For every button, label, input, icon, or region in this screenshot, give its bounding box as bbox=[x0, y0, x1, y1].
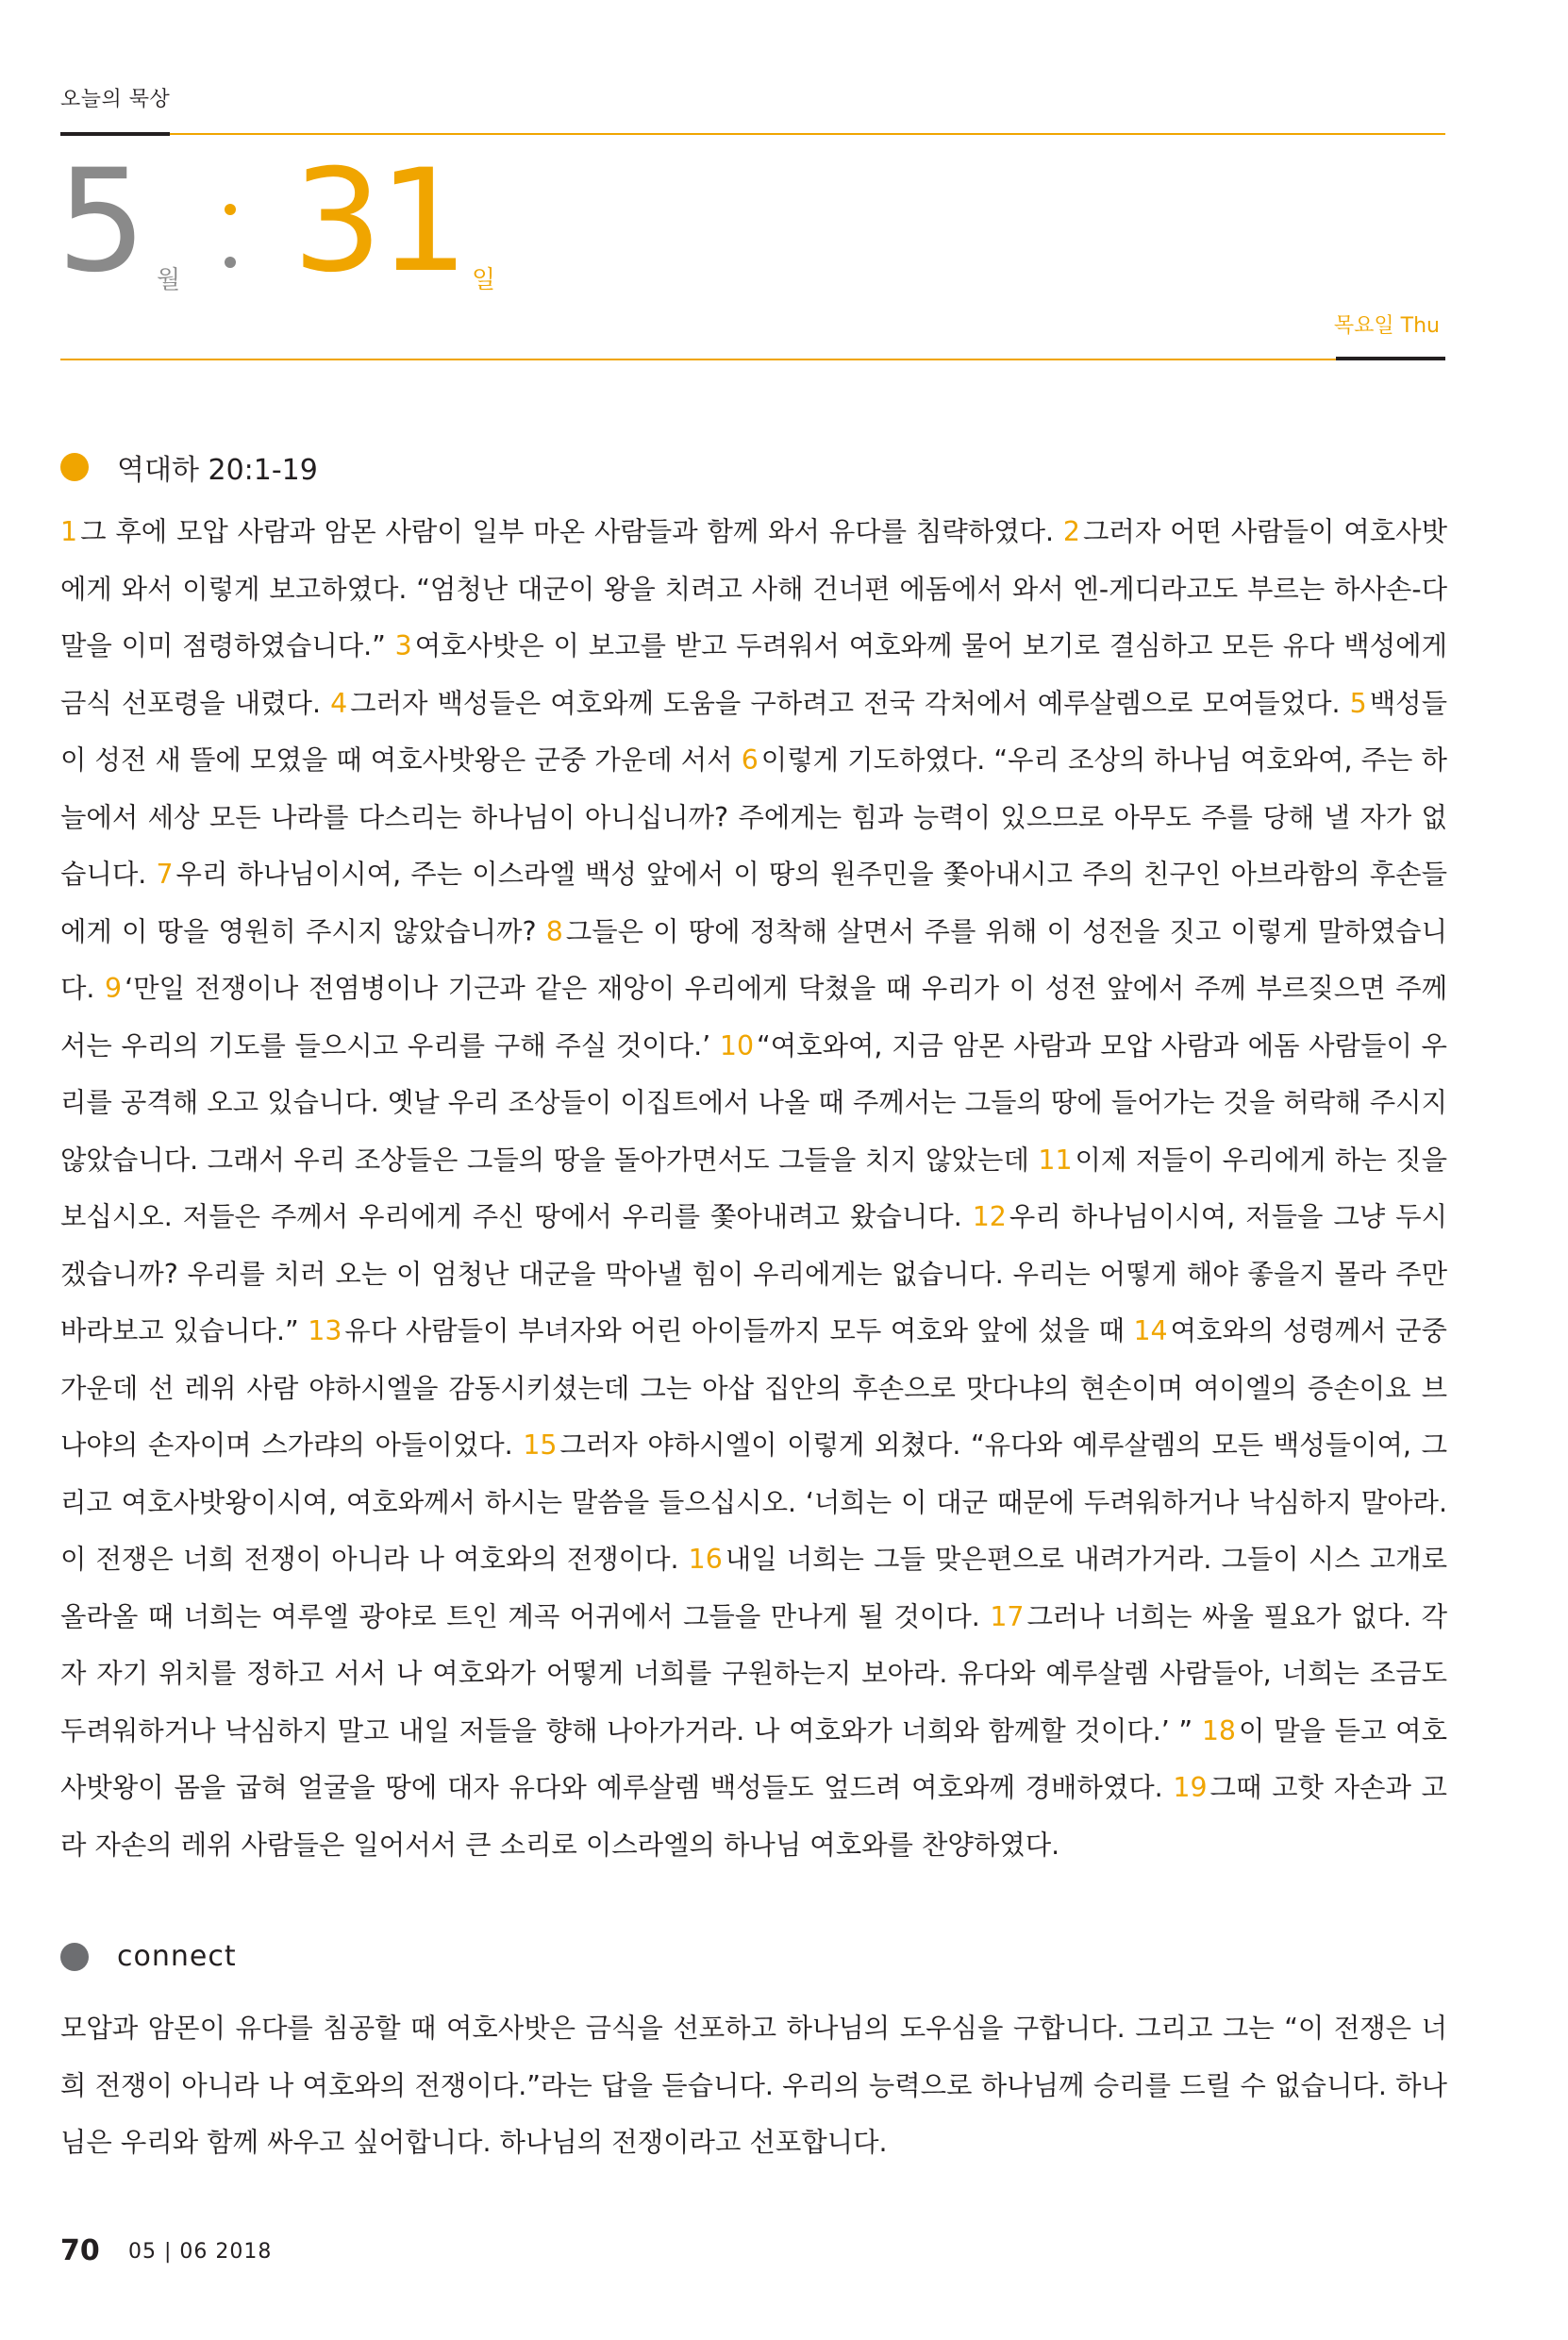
connect-title: connect bbox=[117, 1940, 237, 1973]
verse-text: 그러자 백성들은 여호와께 도움을 구하려고 전국 각처에서 예루살렘으로 모여들었다. bbox=[350, 687, 1341, 719]
verse-text: 우리 하나님이시여, 주는 이스라엘 백성 앞에서 이 땅의 원주민을 쫓아내시고 주의 친구인 아브라함의 후손들에게 이 땅을 영원히 주시지 않았습니까? bbox=[60, 859, 1447, 947]
verse-number: 4 bbox=[330, 687, 348, 719]
verse-text: 여호사밧은 이 보고를 받고 두려워서 여호와께 물어 보기로 결심하고 모든 유다 백성에게 금식 선포령을 내렸다. bbox=[60, 630, 1447, 719]
section-label: 오늘의 묵상 bbox=[60, 88, 171, 111]
verse-number: 3 bbox=[394, 630, 412, 661]
verse-number: 5 bbox=[1349, 687, 1367, 719]
verse-text: 이렇게 기도하였다. “우리 조상의 하나님 여호와여, 주는 하늘에서 세상 모든 나라를 다스리는 하나님이 아니십니까? 주에게는 힘과 능력이 있으므로 아무도 주를 당해 낼 자가 없습니다. bbox=[60, 744, 1447, 890]
verse-number: 8 bbox=[545, 915, 563, 947]
verse-text: 이제 저들이 우리에게 하는 짓을 보십시오. 저들은 주께서 우리에게 주신 땅에서 우리를 쫓아내려고 왔습니다. bbox=[60, 1144, 1447, 1232]
verse-text: 백성들이 성전 새 뜰에 모였을 때 여호사밧왕은 군중 가운데 서서 bbox=[60, 687, 1448, 776]
day-number: 31 bbox=[292, 140, 465, 304]
verse-text: 내일 너희는 그들 맞은편으로 내려가거라. 그들이 시스 고개로 올라올 때 너희는 여루엘 광야로 트인 계곡 어귀에서 그들을 만나게 될 것이다. bbox=[60, 1544, 1447, 1632]
connect-heading bbox=[60, 1940, 237, 1973]
verse-text: 여호와의 성령께서 군중 가운데 선 레위 사람 야하시엘을 감동시키셨는데 그는 아삽 집안의 후손으로 맛다냐의 현손이며 여이엘의 증손이요 브나야의 손자이며 스가랴의 아들이었다. bbox=[60, 1315, 1447, 1461]
verse-number: 14 bbox=[1133, 1315, 1168, 1346]
verse-number: 15 bbox=[523, 1429, 558, 1461]
verse-number: 12 bbox=[972, 1201, 1007, 1232]
verse-number: 10 bbox=[719, 1029, 755, 1061]
verse-number: 7 bbox=[156, 859, 174, 890]
verse-text: 그러나 너희는 싸울 필요가 없다. 각자 자기 위치를 정하고 서서 나 여호와가 어떻게 너희를 구원하는지 보아라. 유다와 예루살렘 사람들아, 너희는 조금도 두려워하거나 낙심하지 말고 내일 저들을 향해 나아가거라. 나 여호와가 너희와 함께할 것이다.’ ” bbox=[60, 1600, 1447, 1747]
verse-text: 그러자 야하시엘이 이렇게 외쳤다. “유다와 예루살렘의 모든 백성들이여, 그리고 여호사밧왕이시여, 여호와께서 하시는 말씀을 들으십시오. ‘너희는 이 대군 때문에 두려워하거나 낙심하지 말아라. 이 전쟁은 너희 전쟁이 아니라 나 여호와의 전쟁이다. bbox=[60, 1429, 1448, 1575]
verse-number: 11 bbox=[1038, 1144, 1073, 1176]
verse-number: 17 bbox=[990, 1600, 1025, 1632]
verse-text: 그러자 어떤 사람들이 여호사밧에게 와서 이렇게 보고하였다. “엄청난 대군이 왕을 치려고 사해 건너편 에돔에서 와서 엔-게디라고도 부르는 하사손-다말을 이미 점령하였습니다.” bbox=[60, 516, 1447, 661]
page-number: 70 bbox=[60, 2234, 100, 2267]
verse-text: 그때 고핫 자손과 고라 자손의 레위 사람들은 일어서서 큰 소리로 이스라엘의 하나님 여호와를 찬양하였다. bbox=[60, 1772, 1447, 1861]
weekday: 목요일 Thu bbox=[1333, 314, 1440, 338]
verse-number: 2 bbox=[1062, 516, 1080, 547]
date-rule bbox=[60, 359, 1336, 360]
verse-text: 유다 사람들이 부녀자와 어린 아이들까지 모두 여호와 앞에 섰을 때 bbox=[344, 1315, 1125, 1346]
issue-date: 05 | 06 2018 bbox=[128, 2240, 273, 2264]
scripture-reference: 역대하 20:1-19 bbox=[117, 454, 318, 487]
verse-number: 13 bbox=[308, 1315, 342, 1346]
month-unit: 월 bbox=[157, 266, 181, 294]
header-accent-rule bbox=[60, 132, 170, 136]
verse-text: “여호와여, 지금 암몬 사람과 모압 사람과 에돔 사람들이 우리를 공격해 오고 있습니다. 옛날 우리 조상들이 이집트에서 나올 때 주께서는 그들의 땅에 들어가는 것을 허락해 주시지 않았습니다. 그래서 우리 조상들은 그들의 땅을 돌아가면서도 그들을 치지 않았는데 bbox=[60, 1029, 1447, 1176]
date-colon bbox=[223, 204, 238, 309]
gold-circle-icon bbox=[60, 453, 89, 481]
month-number: 5 bbox=[57, 140, 145, 304]
connect-text: 모압과 암몬이 유다를 침공할 때 여호사밧은 금식을 선포하고 하나님의 도우심을 구합니다. 그리고 그는 “이 전쟁은 너희 전쟁이 아니라 나 여호와의 전쟁이다.”라는 답을 듣습니다. 우리의 능력으로 하나님께 승리를 드릴 수 없습니다. 하나님은 우리와 함께 싸우고 싶어합니다. 하나님의 전쟁이라고 선포합니다. bbox=[60, 2013, 1448, 2158]
gray-circle-icon bbox=[60, 1943, 89, 1971]
verse-text: ‘만일 전쟁이나 전염병이나 기근과 같은 재앙이 우리에게 닥쳤을 때 우리가 이 성전 앞에서 주께 부르짖으면 주께서는 우리의 기도를 들으시고 우리를 구해 주실 것이다.’ bbox=[60, 973, 1447, 1061]
verse-number: 6 bbox=[741, 744, 759, 776]
verse-text: 그들은 이 땅에 정착해 살면서 주를 위해 이 성전을 짓고 이렇게 말하였습니다. bbox=[60, 915, 1447, 1004]
verse-text: 이 말을 듣고 여호사밧왕이 몸을 굽혀 얼굴을 땅에 대자 유다와 예루살렘 백성들도 엎드려 여호와께 경배하였다. bbox=[60, 1714, 1447, 1803]
verse-number: 18 bbox=[1201, 1714, 1236, 1747]
date-accent-rule bbox=[1336, 357, 1445, 360]
scripture-text bbox=[60, 504, 1447, 1874]
verse-number: 1 bbox=[60, 516, 78, 547]
header-rule bbox=[170, 133, 1445, 135]
verse-text: 그 후에 모압 사람과 암몬 사람이 일부 마온 사람들과 함께 와서 유다를 침략하였다. bbox=[80, 516, 1055, 547]
verse-number: 16 bbox=[688, 1544, 723, 1575]
verse-text: 우리 하나님이시여, 저들을 그냥 두시겠습니까? 우리를 치러 오는 이 엄청난 대군을 막아낼 힘이 우리에게는 없습니다. 우리는 어떻게 해야 좋을지 몰라 주만 바라보고 있습니다.” bbox=[60, 1201, 1448, 1346]
day-unit: 일 bbox=[472, 266, 496, 294]
scripture-heading bbox=[60, 446, 318, 488]
verse-number: 9 bbox=[105, 973, 123, 1004]
verse-number: 19 bbox=[1173, 1772, 1208, 1803]
